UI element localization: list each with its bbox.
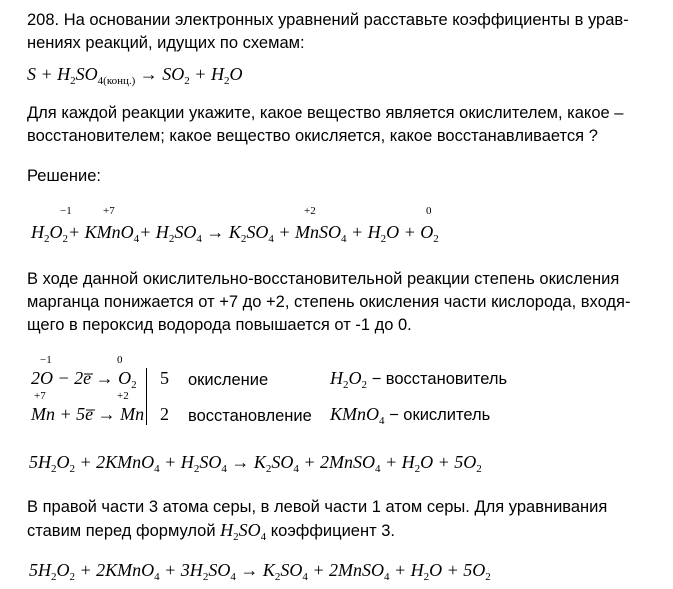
half1-coef: 5	[160, 368, 169, 388]
half1-species: $H_2O_2$ − восстановитель	[330, 368, 508, 391]
half-reaction-divider	[146, 368, 147, 425]
balanced-equation-1: $5H_2O_2$ + 2KMnO$_4$ + $H_2SO_4 \to K_2SO_4$ + 2MnSO$_4$ + $H_2O + 5O_2$	[29, 452, 482, 475]
para1-line-2: марганца понижается от +7 до +2, степень окисления части кислорода, входя-	[27, 293, 631, 311]
para1-line-3: щего в пероксид водорода повышается от -1 до 0.	[27, 316, 412, 334]
problem-line-2: нениях реакций, идущих по схемам:	[27, 34, 305, 52]
half2-ox-a: +7	[34, 390, 46, 402]
para2-line-1: В правой части 3 атома серы, в левой части 1 атом серы. Для уравнивания	[27, 498, 608, 516]
problem-line-3: Для каждой реакции укажите, какое вещество является окислителем, какое –	[27, 104, 624, 122]
half1-ox-b: 0	[117, 354, 123, 366]
half2-label: восстановление	[188, 407, 312, 425]
half2-ox-b: +2	[117, 390, 129, 402]
main-equation: $H_2O_2+$ KMnO$_4$+ $H_2SO_4 \to K_2SO_4$ + MnSO$_4$ + $H_2O + O_2$	[31, 222, 439, 245]
half1-ox-a: −1	[40, 354, 52, 366]
solution-label: Решение:	[27, 167, 101, 185]
ox-state-o-minus1: −1	[60, 205, 72, 217]
balanced-equation-final: $5H_2O_2$ + 2KMnO$_4$ + $3H_2SO_4 \to K_2SO_4$ + 2MnSO$_4$ + $H_2O + 5O_2$	[29, 560, 491, 583]
para2-line-2: ставим перед формулой $H_2SO_4$ коэффициент 3.	[27, 520, 395, 543]
half1-label: окисление	[188, 371, 269, 389]
half-reaction-2: Mn + 5e̅ → Mn	[31, 404, 145, 424]
ox-state-mn-plus7: +7	[103, 205, 115, 217]
ox-state-o-zero: 0	[426, 205, 432, 217]
half2-species: KMnO$_4$ − окислитель	[330, 404, 491, 427]
ox-state-mn-plus2: +2	[304, 205, 316, 217]
para1-line-1: В ходе данной окислительно-восстановительной реакции степень окисления	[27, 270, 620, 288]
half2-coef: 2	[160, 404, 169, 424]
problem-line-4: восстановителем; какое вещество окисляется, какое восстанавливается ?	[27, 127, 598, 145]
reaction-scheme: $S + H_2SO_{4(конц.)} \to SO_2 + H_2O$	[27, 64, 243, 87]
half-reaction-1: 2O − 2e̅ → $O_2$	[31, 368, 137, 391]
problem-line-1: 208. На основании электронных уравнений расставьте коэффициенты в урав-	[27, 11, 629, 29]
